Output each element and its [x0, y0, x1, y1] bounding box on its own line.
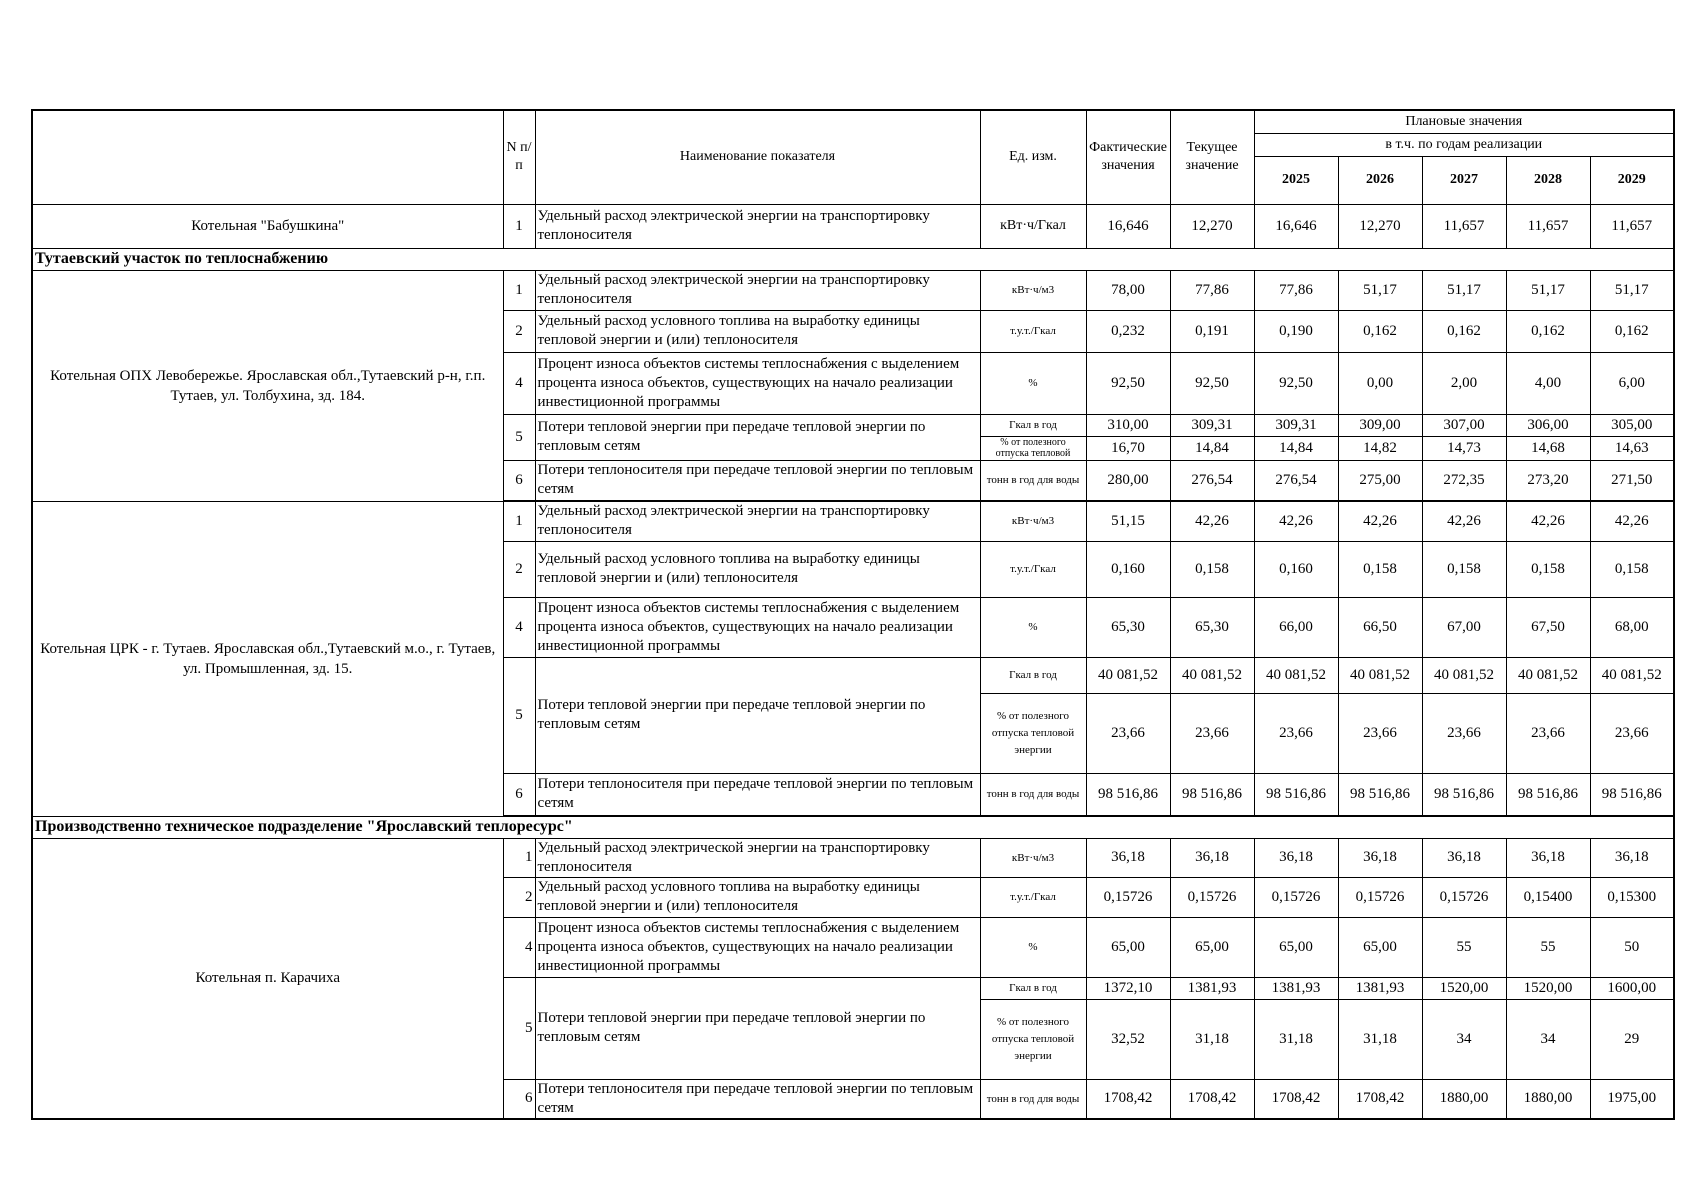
unit: тонн в год для воды: [980, 460, 1086, 500]
value-2028: 67,50: [1506, 597, 1590, 657]
value-2025: 0,15726: [1254, 877, 1338, 917]
unit: % от полезного отпуска тепловой энергии: [980, 999, 1086, 1079]
value-current: 276,54: [1170, 460, 1254, 500]
value-2026: 14,82: [1338, 436, 1422, 460]
value-2025: 1708,42: [1254, 1079, 1338, 1119]
unit: % от полезного отпуска тепловой энергии: [980, 693, 1086, 773]
value-2027: 67,00: [1422, 597, 1506, 657]
unit: кВт·ч/Гкал: [980, 204, 1086, 248]
row-number: 6: [503, 1079, 535, 1119]
value-2027: 2,00: [1422, 352, 1506, 414]
value-2028: 1520,00: [1506, 977, 1590, 999]
value-actual: 36,18: [1086, 838, 1170, 877]
value-actual: 40 081,52: [1086, 657, 1170, 693]
row-number: 2: [503, 541, 535, 597]
row-number: 6: [503, 773, 535, 815]
value-actual: 23,66: [1086, 693, 1170, 773]
unit: т.у.т./Гкал: [980, 877, 1086, 917]
value-current: 12,270: [1170, 204, 1254, 248]
value-2029: 1600,00: [1590, 977, 1674, 999]
unit: кВт·ч/м3: [980, 501, 1086, 541]
value-2027: 1520,00: [1422, 977, 1506, 999]
header-name: Наименование показателя: [535, 110, 980, 204]
value-2029: 6,00: [1590, 352, 1674, 414]
indicator-name: Удельный расход электрической энергии на транспортировку теплоносителя: [535, 838, 980, 877]
value-2029: 14,63: [1590, 436, 1674, 460]
value-current: 36,18: [1170, 838, 1254, 877]
unit: тонн в год для воды: [980, 773, 1086, 815]
header-planned: Плановые значения: [1254, 110, 1674, 133]
row-number: 2: [503, 310, 535, 352]
table-row: [32, 270, 1674, 310]
header-object-cell: [32, 110, 503, 204]
value-current: 1708,42: [1170, 1079, 1254, 1119]
value-2025: 16,646: [1254, 204, 1338, 248]
unit: %: [980, 352, 1086, 414]
value-2029: 11,657: [1590, 204, 1674, 248]
value-2025: 92,50: [1254, 352, 1338, 414]
value-2028: 4,00: [1506, 352, 1590, 414]
row-number: 1: [503, 270, 535, 310]
value-2025: 31,18: [1254, 999, 1338, 1079]
value-2029: 0,158: [1590, 541, 1674, 597]
value-current: 23,66: [1170, 693, 1254, 773]
row-number: 2: [503, 877, 535, 917]
value-actual: 65,30: [1086, 597, 1170, 657]
value-actual: 1372,10: [1086, 977, 1170, 999]
value-2028: 55: [1506, 917, 1590, 977]
value-current: 0,15726: [1170, 877, 1254, 917]
header-unit: Ед. изм.: [980, 110, 1086, 204]
indicator-name: Процент износа объектов системы теплоснабжения с выделением процента износа объектов, существующих на начало реализации инвестиционной программы: [535, 352, 980, 414]
row-number: 5: [503, 414, 535, 460]
value-2026: 40 081,52: [1338, 657, 1422, 693]
value-2026: 42,26: [1338, 501, 1422, 541]
value-2027: 36,18: [1422, 838, 1506, 877]
value-current: 98 516,86: [1170, 773, 1254, 815]
value-actual: 0,15726: [1086, 877, 1170, 917]
unit: Гкал в год: [980, 414, 1086, 436]
value-2029: 0,162: [1590, 310, 1674, 352]
unit: % от полезного отпуска тепловой: [980, 436, 1086, 460]
value-2025: 23,66: [1254, 693, 1338, 773]
value-actual: 310,00: [1086, 414, 1170, 436]
value-2025: 77,86: [1254, 270, 1338, 310]
value-2025: 40 081,52: [1254, 657, 1338, 693]
indicator-name: Потери тепловой энергии при передаче тепловой энергии по тепловым сетям: [535, 657, 980, 773]
value-2026: 0,158: [1338, 541, 1422, 597]
value-2028: 14,68: [1506, 436, 1590, 460]
value-2027: 42,26: [1422, 501, 1506, 541]
table-row: [32, 838, 1674, 877]
value-2028: 306,00: [1506, 414, 1590, 436]
indicators-table: [31, 109, 1675, 1120]
header-np: N п/п: [503, 110, 535, 204]
value-2025: 65,00: [1254, 917, 1338, 977]
value-actual: 65,00: [1086, 917, 1170, 977]
row-number: 5: [503, 977, 535, 1079]
value-2025: 98 516,86: [1254, 773, 1338, 815]
value-2027: 55: [1422, 917, 1506, 977]
value-actual: 51,15: [1086, 501, 1170, 541]
value-2026: 0,00: [1338, 352, 1422, 414]
indicator-name: Потери теплоносителя при передаче тепловой энергии по тепловым сетям: [535, 773, 980, 815]
object-name: Котельная п. Карачиха: [32, 838, 503, 1119]
indicator-name: Удельный расход электрической энергии на транспортировку теплоносителя: [535, 204, 980, 248]
unit: кВт·ч/м3: [980, 270, 1086, 310]
object-name: Котельная ОПХ Левобережье. Ярославская обл.,Тутаевский р-н, г.п. Тутаев, ул. Толбухина, зд. 184.: [32, 270, 503, 501]
unit: кВт·ч/м3: [980, 838, 1086, 877]
value-2028: 0,158: [1506, 541, 1590, 597]
value-2025: 66,00: [1254, 597, 1338, 657]
value-actual: 32,52: [1086, 999, 1170, 1079]
value-2029: 40 081,52: [1590, 657, 1674, 693]
value-2026: 23,66: [1338, 693, 1422, 773]
value-2027: 14,73: [1422, 436, 1506, 460]
year-2026: 2026: [1338, 156, 1422, 204]
indicator-name: Потери тепловой энергии при передаче тепловой энергии по тепловым сетям: [535, 414, 980, 460]
value-2026: 1708,42: [1338, 1079, 1422, 1119]
row-number: 4: [503, 352, 535, 414]
value-current: 42,26: [1170, 501, 1254, 541]
unit: %: [980, 917, 1086, 977]
value-current: 0,191: [1170, 310, 1254, 352]
indicator-name: Процент износа объектов системы теплоснабжения с выделением процента износа объектов, существующих на начало реализации инвестиционной программы: [535, 917, 980, 977]
section-title: Тутаевский участок по теплоснабжению: [32, 248, 1674, 270]
value-2029: 23,66: [1590, 693, 1674, 773]
value-2029: 51,17: [1590, 270, 1674, 310]
value-actual: 78,00: [1086, 270, 1170, 310]
value-2025: 276,54: [1254, 460, 1338, 500]
object-name: Котельная "Бабушкина": [32, 204, 503, 248]
value-2028: 40 081,52: [1506, 657, 1590, 693]
object-name: Котельная ЦРК - г. Тутаев. Ярославская обл.,Тутаевский м.о., г. Тутаев, ул. Промышленная, зд. 15.: [32, 501, 503, 816]
unit: Гкал в год: [980, 657, 1086, 693]
value-2027: 272,35: [1422, 460, 1506, 500]
value-2029: 42,26: [1590, 501, 1674, 541]
value-2026: 51,17: [1338, 270, 1422, 310]
row-number: 1: [503, 501, 535, 541]
value-2027: 11,657: [1422, 204, 1506, 248]
value-2027: 0,15726: [1422, 877, 1506, 917]
value-2027: 0,158: [1422, 541, 1506, 597]
value-2029: 0,15300: [1590, 877, 1674, 917]
unit: Гкал в год: [980, 977, 1086, 999]
unit: %: [980, 597, 1086, 657]
row-number: 5: [503, 657, 535, 773]
value-2028: 36,18: [1506, 838, 1590, 877]
row-number: 6: [503, 460, 535, 500]
value-2028: 1880,00: [1506, 1079, 1590, 1119]
value-actual: 16,646: [1086, 204, 1170, 248]
value-2029: 98 516,86: [1590, 773, 1674, 815]
value-2027: 307,00: [1422, 414, 1506, 436]
value-actual: 0,232: [1086, 310, 1170, 352]
value-2027: 51,17: [1422, 270, 1506, 310]
value-2026: 0,15726: [1338, 877, 1422, 917]
value-current: 77,86: [1170, 270, 1254, 310]
value-2028: 0,162: [1506, 310, 1590, 352]
value-current: 14,84: [1170, 436, 1254, 460]
header-current: Текущее значение: [1170, 110, 1254, 204]
value-2026: 0,162: [1338, 310, 1422, 352]
value-2027: 40 081,52: [1422, 657, 1506, 693]
row-number: 4: [503, 597, 535, 657]
value-2026: 31,18: [1338, 999, 1422, 1079]
value-2027: 23,66: [1422, 693, 1506, 773]
value-2029: 68,00: [1590, 597, 1674, 657]
indicator-name: Потери теплоносителя при передаче тепловой энергии по тепловым сетям: [535, 1079, 980, 1119]
value-2028: 51,17: [1506, 270, 1590, 310]
section-title: Производственно техническое подразделение "Ярославский теплоресурс": [32, 816, 1674, 838]
value-2027: 98 516,86: [1422, 773, 1506, 815]
indicator-name: Процент износа объектов системы теплоснабжения с выделением процента износа объектов, существующих на начало реализации инвестиционной программы: [535, 597, 980, 657]
value-actual: 98 516,86: [1086, 773, 1170, 815]
value-2026: 275,00: [1338, 460, 1422, 500]
indicator-name: Удельный расход условного топлива на выработку единицы тепловой энергии и (или) теплоносителя: [535, 310, 980, 352]
value-2025: 309,31: [1254, 414, 1338, 436]
value-actual: 1708,42: [1086, 1079, 1170, 1119]
value-2025: 14,84: [1254, 436, 1338, 460]
value-2027: 34: [1422, 999, 1506, 1079]
value-2028: 0,15400: [1506, 877, 1590, 917]
value-2028: 98 516,86: [1506, 773, 1590, 815]
value-2028: 11,657: [1506, 204, 1590, 248]
unit: т.у.т./Гкал: [980, 541, 1086, 597]
indicator-name: Потери теплоносителя при передаче тепловой энергии по тепловым сетям: [535, 460, 980, 500]
row-number: 1: [503, 204, 535, 248]
year-2029: 2029: [1590, 156, 1674, 204]
value-2025: 1381,93: [1254, 977, 1338, 999]
value-2027: 1880,00: [1422, 1079, 1506, 1119]
year-2027: 2027: [1422, 156, 1506, 204]
header-by-years: в т.ч. по годам реализации: [1254, 133, 1674, 156]
value-2028: 23,66: [1506, 693, 1590, 773]
value-2029: 1975,00: [1590, 1079, 1674, 1119]
value-2028: 34: [1506, 999, 1590, 1079]
value-2029: 305,00: [1590, 414, 1674, 436]
indicator-name: Удельный расход условного топлива на выработку единицы тепловой энергии и (или) теплоносителя: [535, 541, 980, 597]
value-2029: 50: [1590, 917, 1674, 977]
value-2028: 42,26: [1506, 501, 1590, 541]
value-2026: 66,50: [1338, 597, 1422, 657]
value-current: 0,158: [1170, 541, 1254, 597]
indicator-name: Удельный расход электрической энергии на транспортировку теплоносителя: [535, 501, 980, 541]
table-row: [32, 501, 1674, 541]
value-actual: 92,50: [1086, 352, 1170, 414]
header-actual: Фактические значения: [1086, 110, 1170, 204]
indicator-name: Потери тепловой энергии при передаче тепловой энергии по тепловым сетям: [535, 977, 980, 1079]
value-2029: 271,50: [1590, 460, 1674, 500]
value-current: 1381,93: [1170, 977, 1254, 999]
value-actual: 16,70: [1086, 436, 1170, 460]
unit: тонн в год для воды: [980, 1079, 1086, 1119]
unit: т.у.т./Гкал: [980, 310, 1086, 352]
value-2026: 36,18: [1338, 838, 1422, 877]
value-current: 309,31: [1170, 414, 1254, 436]
value-current: 31,18: [1170, 999, 1254, 1079]
value-2029: 36,18: [1590, 838, 1674, 877]
value-current: 65,30: [1170, 597, 1254, 657]
value-current: 92,50: [1170, 352, 1254, 414]
value-2029: 29: [1590, 999, 1674, 1079]
value-actual: 280,00: [1086, 460, 1170, 500]
row-number: 1: [503, 838, 535, 877]
value-2026: 98 516,86: [1338, 773, 1422, 815]
year-2025: 2025: [1254, 156, 1338, 204]
value-2028: 273,20: [1506, 460, 1590, 500]
table-row: [32, 204, 1674, 248]
value-2025: 0,160: [1254, 541, 1338, 597]
value-2027: 0,162: [1422, 310, 1506, 352]
year-2028: 2028: [1506, 156, 1590, 204]
value-2026: 309,00: [1338, 414, 1422, 436]
row-number: 4: [503, 917, 535, 977]
value-actual: 0,160: [1086, 541, 1170, 597]
value-2025: 36,18: [1254, 838, 1338, 877]
indicator-name: Удельный расход условного топлива на выработку единицы тепловой энергии и (или) теплоносителя: [535, 877, 980, 917]
value-current: 40 081,52: [1170, 657, 1254, 693]
indicator-name: Удельный расход электрической энергии на транспортировку теплоносителя: [535, 270, 980, 310]
value-2025: 42,26: [1254, 501, 1338, 541]
value-2025: 0,190: [1254, 310, 1338, 352]
value-2026: 12,270: [1338, 204, 1422, 248]
value-2026: 1381,93: [1338, 977, 1422, 999]
value-current: 65,00: [1170, 917, 1254, 977]
value-2026: 65,00: [1338, 917, 1422, 977]
